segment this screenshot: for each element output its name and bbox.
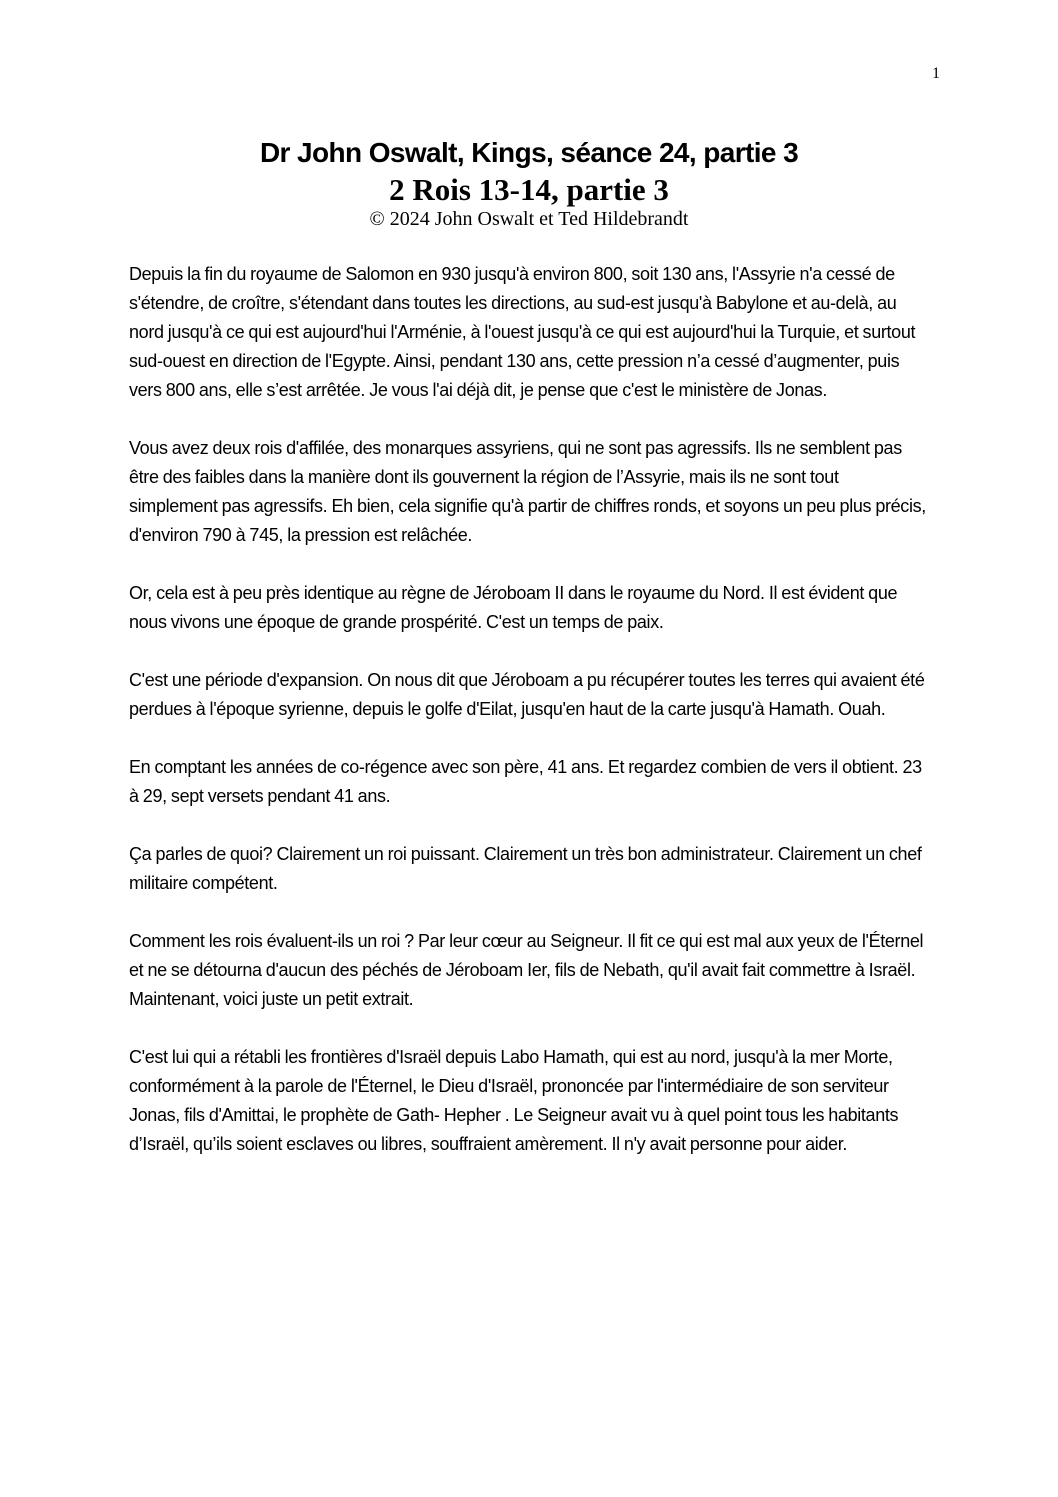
- document-subtitle: 2 Rois 13-14, partie 3: [389, 172, 669, 207]
- paragraph: Or, cela est à peu près identique au règne de Jéroboam II dans le royaume du Nord. Il est évident que nous vivons une époque de grande prospérité. C'est un temps de paix.: [129, 583, 898, 632]
- page-number: 1: [932, 65, 940, 82]
- paragraph: C'est lui qui a rétabli les frontières d'Israël depuis Labo Hamath, qui est au nord, jusqu'à la mer Morte, conformément à la parole de l'Éternel, le Dieu d'Israël, prononcée par l'intermédiaire de son serviteur Jonas, fils d'Amittai, le prophète de Gath- Hepher . Le Seigneur avait vu à quel point tous les habitants d’Israël, qu’ils soient esclaves ou libres, souffraient amèrement. Il n'y avait personne pour aider.: [129, 1047, 899, 1154]
- paragraph: Vous avez deux rois d'affilée, des monarques assyriens, qui ne sont pas agressifs. Ils ne semblent pas être des faibles dans la manière dont ils gouvernent la région de l’Assyrie, mais ils ne sont tout simplement pas agressifs. Eh bien, cela signifie qu'à partir de chiffres ronds, et soyons un peu plus précis, d'environ 790 à 745, la pression est relâchée.: [129, 438, 926, 545]
- paragraph: Depuis la fin du royaume de Salomon en 930 jusqu'à environ 800, soit 130 ans, l'Assyrie n'a cessé de s'étendre, de croître, s'étendant dans toutes les directions, au sud-est jusqu'à Babylone et au-delà, au nord jusqu'à ce qui est aujourd'hui l'Arménie, à l'ouest jusqu'à ce qui est aujourd'hui la Turquie, et surtout sud-ouest en direction de l'Egypte. Ainsi, pendant 130 ans, cette pression n’a cessé d’augmenter, puis vers 800 ans, elle s’est arrêtée. Je vous l'ai déjà dit, je pense que c'est le ministère de Jonas.: [129, 264, 916, 400]
- paragraph: C'est une période d'expansion. On nous dit que Jéroboam a pu récupérer toutes les terres qui avaient été perdues à l'époque syrienne, depuis le golfe d'Eilat, jusqu'en haut de la carte jusqu'à Hamath. Ouah.: [129, 670, 925, 719]
- document-title: Dr John Oswalt, Kings, séance 24, partie 3: [259, 137, 799, 168]
- paragraph: Ça parles de quoi? Clairement un roi puissant. Clairement un très bon administrateur. Clairement un chef militaire compétent.: [129, 844, 922, 893]
- paragraph: Comment les rois évaluent-ils un roi ? Par leur cœur au Seigneur. Il fit ce qui est mal aux yeux de l'Éternel et ne se détourna d'aucun des péchés de Jéroboam Ier, fils de Nebath, qu'il avait fait commettre à Israël. Maintenant, voici juste un petit extrait.: [129, 931, 924, 1009]
- document-body: [129, 260, 929, 1188]
- copyright-notice: © 2024 John Oswalt et Ted Hildebrandt: [369, 208, 689, 230]
- paragraph: En comptant les années de co-régence avec son père, 41 ans. Et regardez combien de vers il obtient. 23 à 29, sept versets pendant 41 ans.: [129, 757, 922, 806]
- document-header: [0, 134, 1058, 230]
